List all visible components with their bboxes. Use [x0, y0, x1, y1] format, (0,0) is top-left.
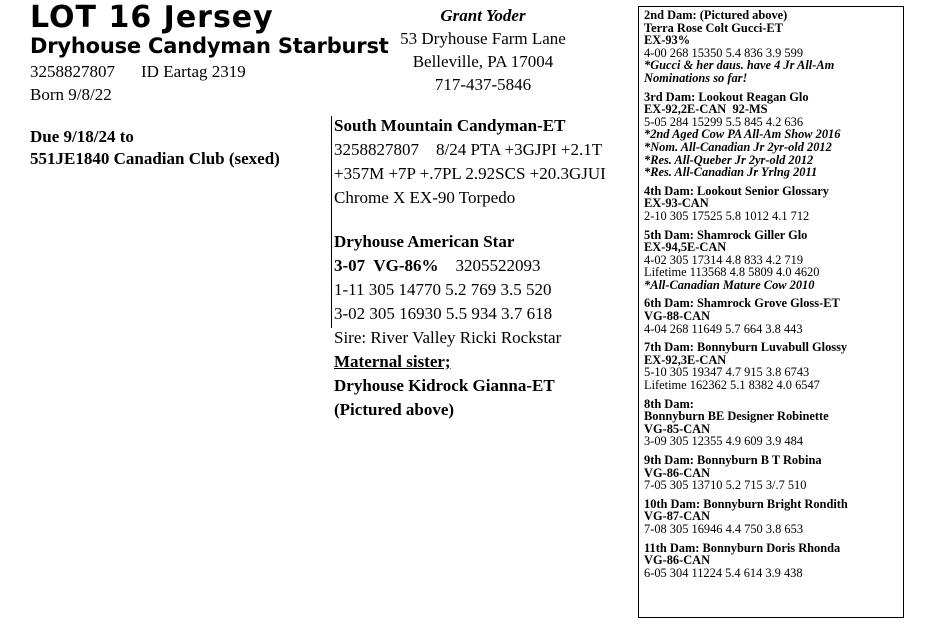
sire-name: South Mountain Candyman-ET: [334, 116, 566, 135]
dam-record: 6-05 304 11224 5.4 614 3.9 438: [644, 565, 803, 580]
dam-entry-11: [644, 542, 903, 580]
dam-record: 4-00 268 15350 5.4 836 3.9 599: [644, 45, 804, 60]
dam-record: 7-08 305 16946 4.4 750 3.8 653: [644, 521, 804, 536]
dam-entry-8: [644, 398, 903, 448]
sire-dam-section: [331, 114, 606, 422]
dam-entry-6: [644, 297, 903, 335]
dam-sire: Sire: River Valley Ricki Rockstar: [334, 328, 562, 347]
breeder-address: 53 Dryhouse Farm Lane: [400, 29, 566, 48]
dam-note: *Res. All-Canadian Jr Yrlng 2011: [644, 165, 818, 180]
dam-class: EX-94,5E-CAN: [644, 240, 727, 255]
dam-record: 7-05 305 13710 5.2 715 3/.7 510: [644, 478, 807, 493]
dam-class: VG-86-CAN: [644, 553, 711, 568]
dam-class: EX-92,3E-CAN: [644, 352, 727, 367]
dam-record: 2-10 305 17525 5.8 1012 4.1 712: [644, 208, 810, 223]
dam-class: VG-85-CAN: [644, 421, 711, 436]
maternal-sister-name: Dryhouse Kidrock Gianna-ET: [334, 376, 555, 395]
dam-record: 5-10 305 19347 4.7 915 3.8 6743: [644, 365, 810, 380]
sire-proof-line2: +357M +7P +.7PL 2.92SCS +20.3GJUI: [334, 164, 606, 183]
pedigree-box: [638, 6, 904, 618]
dam-name: Terra Rose Colt Gucci-ET: [644, 20, 783, 35]
dam-record: 3-09 305 12355 4.9 609 3.9 484: [644, 434, 804, 449]
dam-entry-9: [644, 454, 903, 492]
dam-title: 4th Dam: Lookout Senior Glossary: [644, 183, 829, 198]
dam-title: 8th Dam:: [644, 396, 694, 411]
divider-line: [331, 116, 332, 328]
dam-record: 4-02 305 17314 4.8 833 4.2 719: [644, 252, 804, 267]
dam-note: *2nd Aged Cow PA All-Am Show 2016: [644, 127, 841, 142]
registration-number: 3258827807: [30, 62, 115, 81]
dam-lifetime: Lifetime 113568 4.8 5809 4.0 4620: [644, 265, 820, 280]
dam-name: Bonnyburn BE Designer Robinette: [644, 409, 829, 424]
dam-note: Nominations so far!: [644, 70, 748, 85]
dam-class: VG-88-CAN: [644, 309, 711, 324]
dam-reg-number: 3205522093: [455, 256, 541, 275]
due-date: Due 9/18/24 to: [30, 127, 134, 146]
dam-record: 4-04 268 11649 5.7 664 3.8 443: [644, 321, 803, 336]
breeder-phone: 717-437-5846: [434, 75, 532, 94]
dam-class: EX-93-CAN: [644, 196, 709, 211]
dam-record-1: 1-11 305 14770 5.2 769 3.5 520: [334, 280, 552, 299]
dam-entry-2: [644, 9, 903, 85]
lot-title: LOT 16 Jersey: [30, 0, 274, 35]
dam-class: EX-93%: [644, 33, 691, 48]
service-sire: 551JE1840 Canadian Club (sexed): [30, 149, 280, 168]
dam-title: 6th Dam: Shamrock Grove Gloss-ET: [644, 296, 840, 311]
dam-title: 3rd Dam: Lookout Reagan Glo: [644, 89, 809, 104]
breeder-city: Belleville, PA 17004: [412, 52, 554, 71]
registration-line: [30, 62, 246, 82]
dam-note: *Res. All-Queber Jr 2yr-old 2012: [644, 152, 814, 167]
dam-entry-5: [644, 229, 903, 292]
eartag-id: ID Eartag 2319: [141, 62, 246, 81]
dam-name: Dryhouse American Star: [334, 232, 515, 251]
dam-record: 5-05 284 15299 5.5 845 4.2 636: [644, 114, 804, 129]
birth-date: Born 9/8/22: [30, 85, 112, 104]
dam-title: 10th Dam: Bonnyburn Bright Rondith: [644, 496, 848, 511]
dam-title: 2nd Dam: (Pictured above): [644, 8, 788, 22]
dam-title: 9th Dam: Bonnyburn B T Robina: [644, 453, 822, 467]
due-info: [30, 126, 280, 170]
breeder-info: [380, 4, 586, 96]
dam-note: *Nom. All-Canadian Jr 2yr-old 2012: [644, 139, 832, 154]
maternal-sister-label: Maternal sister;: [334, 352, 451, 371]
dam-class: VG-87-CAN: [644, 509, 711, 524]
dam-entry-10: [644, 498, 903, 536]
dam-title: 7th Dam: Bonnyburn Luvabull Glossy: [644, 340, 848, 355]
animal-name: Dryhouse Candyman Starburst: [30, 34, 389, 58]
sire-pedigree: Chrome X EX-90 Torpedo: [334, 188, 516, 207]
dam-entry-3: [644, 91, 903, 179]
dam-note: *All-Canadian Mature Cow 2010: [644, 277, 815, 292]
dam-class: VG-86-CAN: [644, 465, 711, 480]
maternal-sister-note: (Pictured above): [334, 400, 455, 419]
dam-classification: 3-07 VG-86%: [334, 256, 439, 275]
dam-lifetime: Lifetime 162362 5.1 8382 4.0 6547: [644, 378, 820, 393]
dam-title: 5th Dam: Shamrock Giller Glo: [644, 227, 808, 242]
dam-note: *Gucci & her daus. have 4 Jr All-Am: [644, 58, 835, 73]
dam-record-2: 3-02 305 16930 5.5 934 3.7 618: [334, 304, 553, 323]
dam-title: 11th Dam: Bonnyburn Doris Rhonda: [644, 540, 841, 555]
dam-entry-7: [644, 341, 903, 391]
dam-entry-4: [644, 185, 903, 223]
breeder-name: Grant Yoder: [440, 6, 526, 25]
sire-proof-line1: 3258827807 8/24 PTA +3GJPI +2.1T: [334, 140, 603, 159]
dam-class: EX-92,2E-CAN 92-MS: [644, 102, 768, 117]
dam-class-line: [334, 254, 606, 278]
